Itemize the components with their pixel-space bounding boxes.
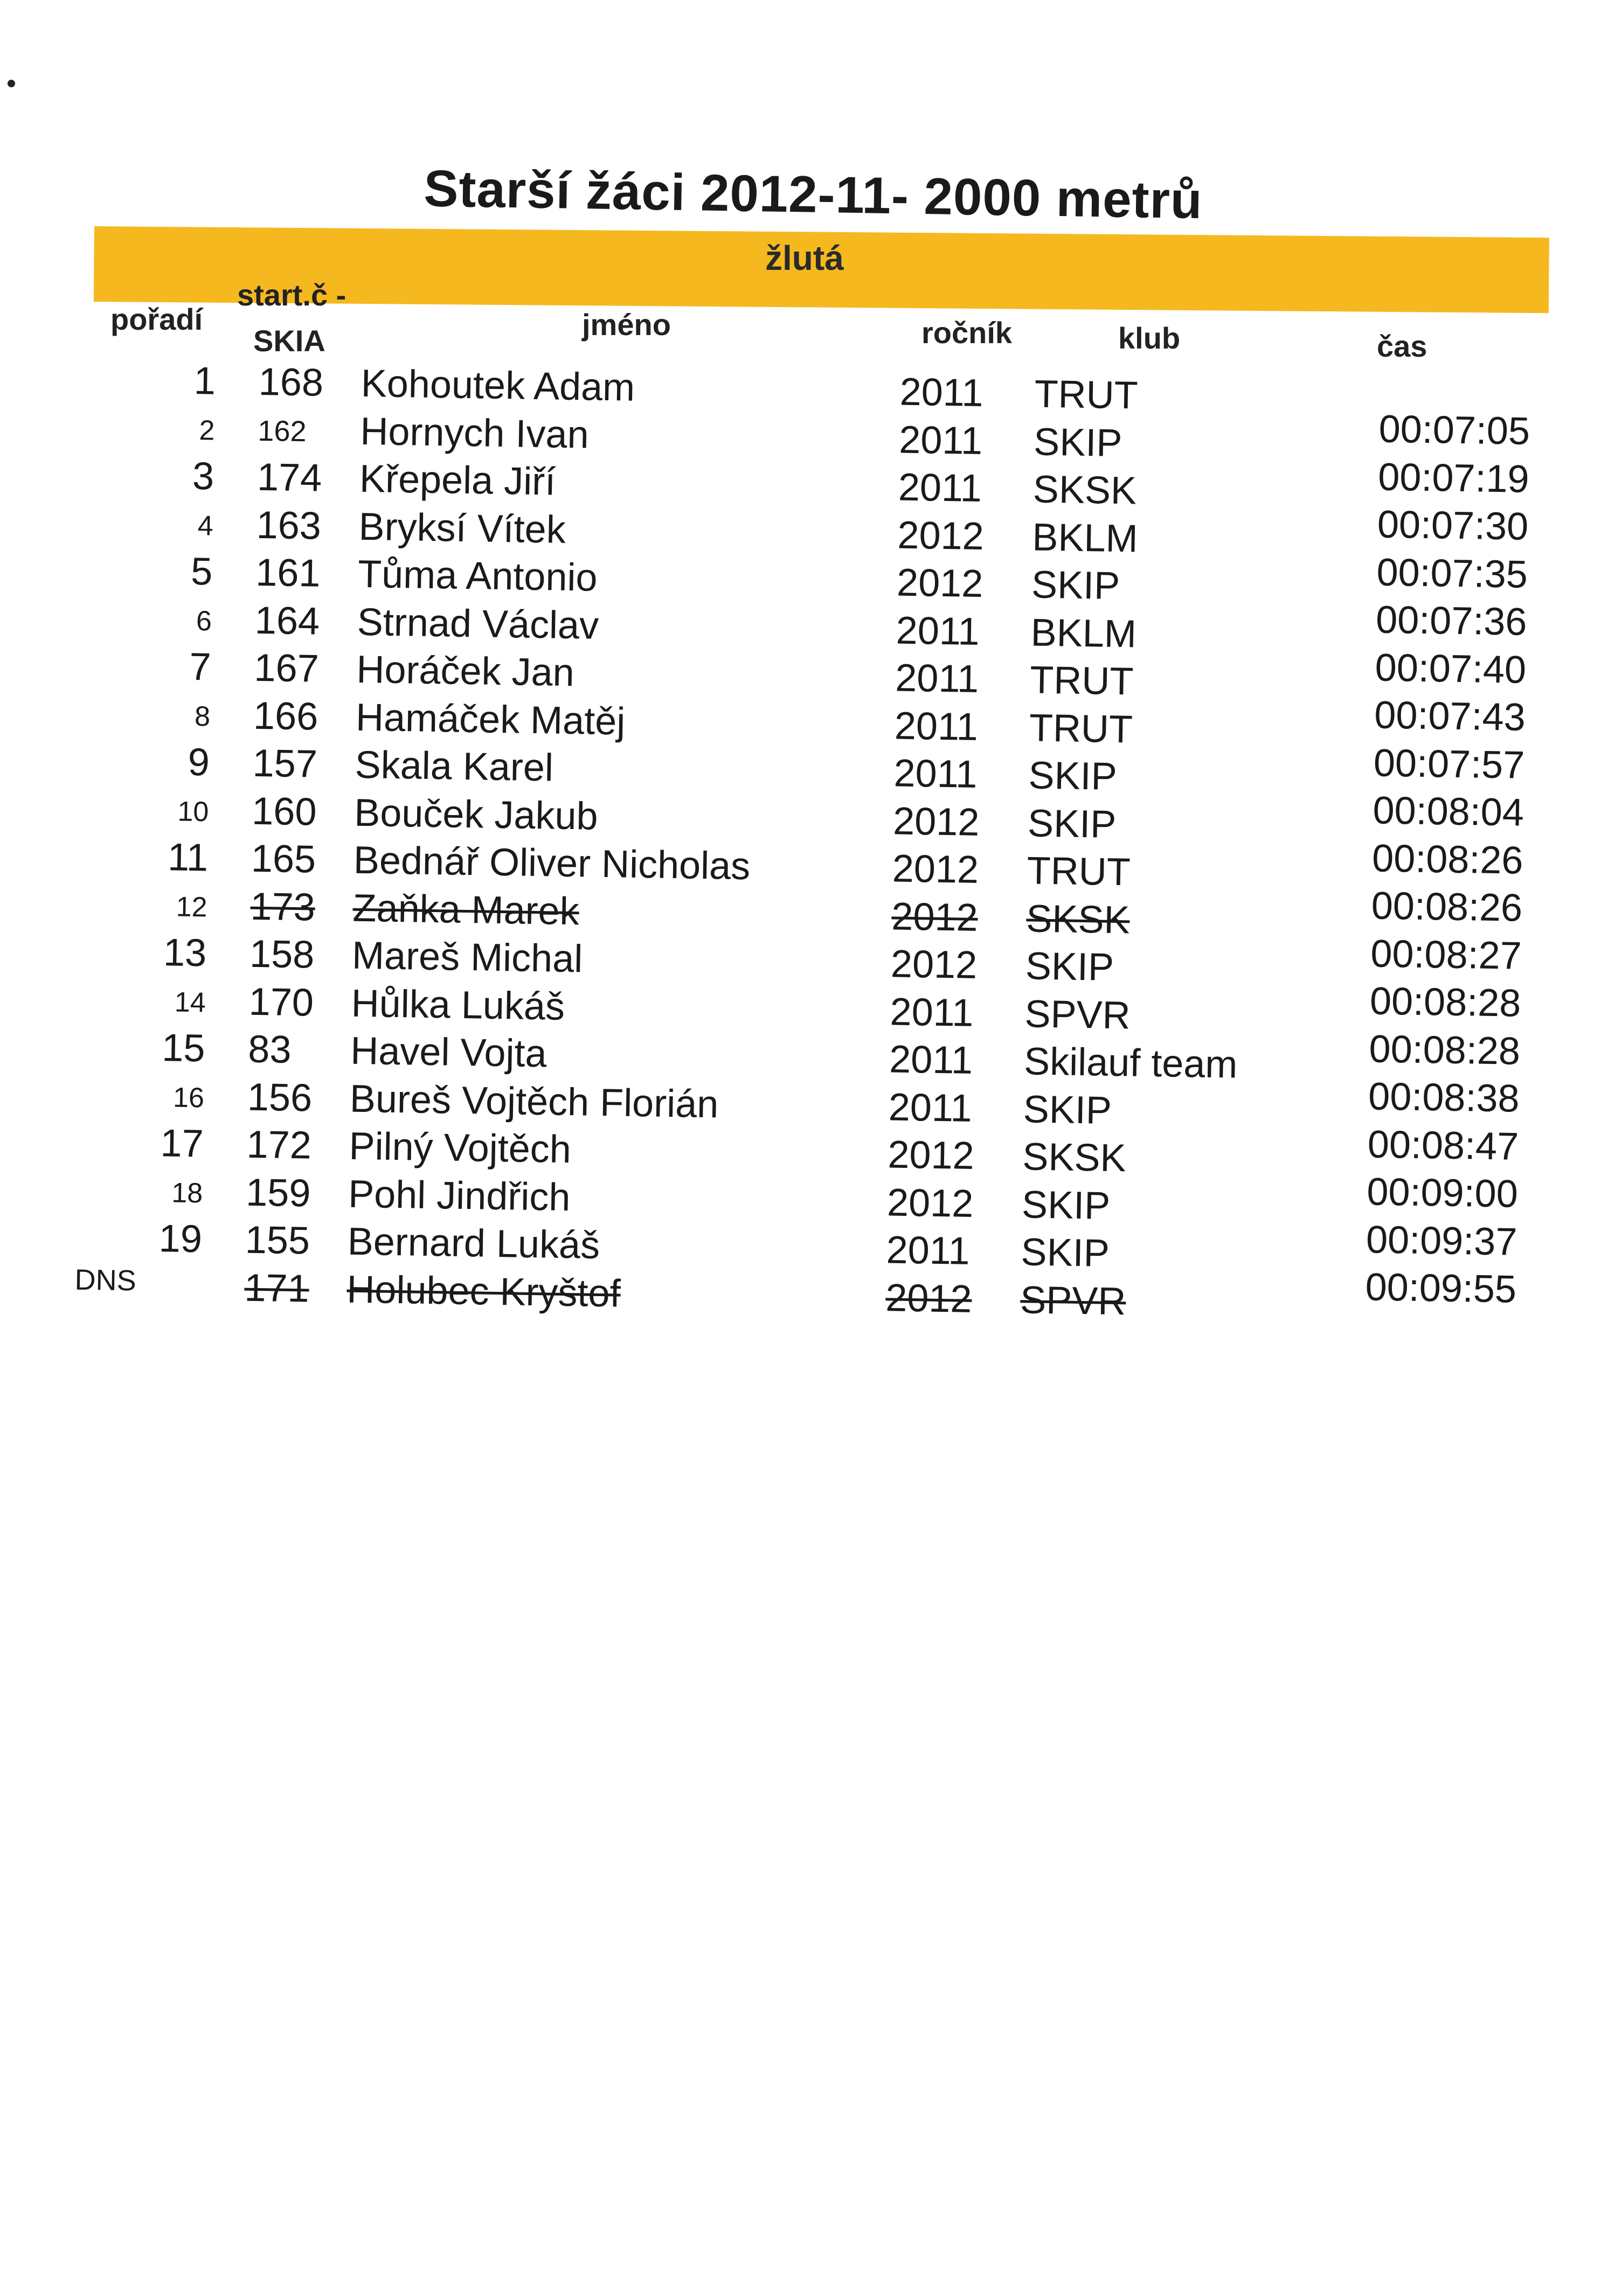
cell-start-number: 168 [258,360,324,405]
cell-start-number: 157 [252,741,318,786]
cell-rank: 2 [199,414,215,447]
cell-name: Skala Karel [355,743,554,790]
cell-start-number: 163 [256,503,322,548]
time-text: 00:07:30 [1377,503,1529,548]
cell-club: TRUT [1027,849,1131,894]
page-title: Starší žáci 2012-11- 2000 metrů [423,159,1203,230]
cell-year: 2011 [899,370,984,415]
cell-start-number: 171 [244,1266,310,1311]
cell-start-number: 156 [247,1075,313,1120]
cell-club: Skilauf team [1023,1040,1238,1087]
category-label: žlutá [765,239,844,277]
time-text: 00:08:28 [1369,1027,1521,1073]
cell-year: 2012 [896,561,983,606]
cell-name: Kohoutek Adam [361,361,635,409]
cell-club: SKIP [1027,801,1117,846]
cell-rank: 10 [177,796,209,827]
cell-club: SKIP [1021,1230,1110,1275]
cell-year: 2012 [885,1276,973,1321]
cell-name: Bryksí Vítek [358,505,566,552]
header-start-line1: start.č - [237,278,346,312]
cell-rank: 6 [196,605,212,637]
cell-year: 2012 [892,847,979,892]
time-text: 00:07:40 [1375,645,1527,692]
cell-rank: 19 [158,1217,203,1261]
cell-club: SKSK [1025,896,1131,942]
cell-name: Horáček Jan [356,648,575,695]
cell-rank: 18 [171,1177,203,1209]
cell-rank: 16 [172,1082,205,1114]
cell-year: 2011 [886,1228,971,1273]
cell-start-number: 167 [253,646,320,691]
cell-name: Havel Vojta [350,1029,547,1076]
cell-name: Pohl Jindřich [348,1172,571,1219]
time-text: 00:08:27 [1370,931,1522,978]
cell-club: SKIP [1025,944,1114,989]
header-start-line2: SKIA [253,324,325,358]
cell-year: 2011 [898,465,982,510]
cell-start-number: 165 [251,837,316,881]
cell-name: Bednář Oliver Nicholas [353,838,751,888]
time-text: 00:08:38 [1368,1075,1520,1121]
header-time: čas [1377,329,1427,363]
cell-club: SPVR [1024,992,1131,1037]
cell-start-number: 83 [247,1027,292,1072]
cell-club: TRUT [1034,372,1139,418]
cell-club: BKLM [1030,610,1137,656]
time-text: 00:07:19 [1377,455,1530,501]
cell-year: 2012 [897,513,985,558]
cell-name: Bureš Vojtěch Florián [349,1077,719,1126]
cell-start-number: 162 [257,414,307,448]
time-text: 00:07:35 [1376,550,1528,596]
time-text: 00:07:57 [1373,741,1525,787]
cell-rank: 15 [161,1026,206,1070]
cell-club: SKIP [1023,1087,1112,1132]
cell-name: Tůma Antonio [357,552,598,600]
time-text: 00:08:26 [1371,884,1523,930]
cell-rank: 4 [197,510,214,542]
cell-year: 2012 [886,1180,974,1226]
cell-year: 2012 [892,799,980,844]
cell-club: BKLM [1031,515,1139,560]
cell-year: 2012 [891,894,979,940]
cell-name: Zaňka Marek [352,886,580,933]
cell-name: Hůlka Lukáš [351,982,565,1028]
cell-year: 2011 [896,608,980,653]
cell-year: 2011 [893,752,978,796]
cell-club: SKSK [1022,1135,1127,1180]
cell-rank: DNS [74,1263,137,1297]
time-text: 00:08:28 [1369,979,1521,1025]
cell-start-number: 160 [251,789,317,834]
time-text: 00:08:26 [1371,836,1524,882]
cell-name: Bouček Jakub [354,791,599,838]
time-text: 00:07:36 [1375,598,1528,644]
time-text: 00:08:04 [1373,789,1524,834]
time-text: 00:07:43 [1374,693,1526,739]
cell-start-number: 166 [253,694,318,739]
cell-year: 2011 [894,704,979,749]
cell-start-number: 172 [246,1123,312,1167]
cell-rank: 8 [194,700,211,732]
time-text: 00:07:05 [1378,407,1530,453]
cell-rank: 14 [174,986,206,1018]
time-text: 00:09:37 [1366,1217,1517,1264]
cell-rank: 1 [193,359,216,403]
cell-start-number: 158 [249,932,315,977]
header-club: klub [1118,321,1181,355]
cell-club: SPVR [1020,1278,1126,1323]
cell-rank: 5 [190,549,213,594]
cell-start-number: 155 [245,1218,310,1263]
cell-rank: 12 [176,891,208,923]
cell-rank: 11 [167,836,209,880]
cell-name: Strnad Václav [357,600,599,648]
header-rank: pořadí [110,302,203,336]
cell-year: 2011 [895,656,979,701]
cell-year: 2011 [889,1038,973,1082]
cell-start-number: 170 [248,980,314,1025]
cell-club: SKIP [1021,1182,1111,1228]
cell-club: SKIP [1031,563,1120,608]
cell-name: Hornych Ivan [359,409,590,456]
cell-rank: 7 [189,645,212,689]
cell-rank: 17 [160,1122,204,1166]
cell-club: SKIP [1028,754,1118,798]
cell-rank: 3 [192,454,214,498]
cell-start-number: 161 [255,551,321,595]
cell-year: 2012 [890,942,978,987]
cell-club: SKSK [1032,468,1137,513]
cell-club: SKIP [1033,420,1123,465]
header-name: jméno [582,308,671,342]
cell-year: 2011 [890,990,974,1035]
cell-start-number: 174 [257,455,322,500]
time-text: 00:09:55 [1365,1265,1517,1311]
cell-start-number: 159 [245,1171,311,1215]
header-year: ročník [921,316,1013,350]
cell-rank: 9 [188,740,210,784]
time-text: 00:09:00 [1366,1170,1519,1216]
time-text: 00:08:47 [1367,1122,1519,1168]
cell-name: Mareš Michal [351,934,583,981]
cell-start-number: 164 [254,599,320,643]
cell-year: 2011 [888,1085,973,1130]
cell-year: 2011 [898,418,983,463]
cell-name: Křepela Jiří [359,457,556,504]
cell-club: TRUT [1029,706,1133,751]
cell-club: TRUT [1029,658,1134,704]
cell-name: Bernard Lukáš [347,1220,600,1267]
cell-start-number: 173 [249,885,316,929]
cell-name: Holubec Kryštof [346,1268,621,1316]
cell-year: 2012 [887,1133,975,1178]
cell-name: Hamáček Matěj [355,695,626,743]
cell-name: Pilný Vojtěch [348,1124,572,1172]
cell-rank: 13 [163,931,207,975]
